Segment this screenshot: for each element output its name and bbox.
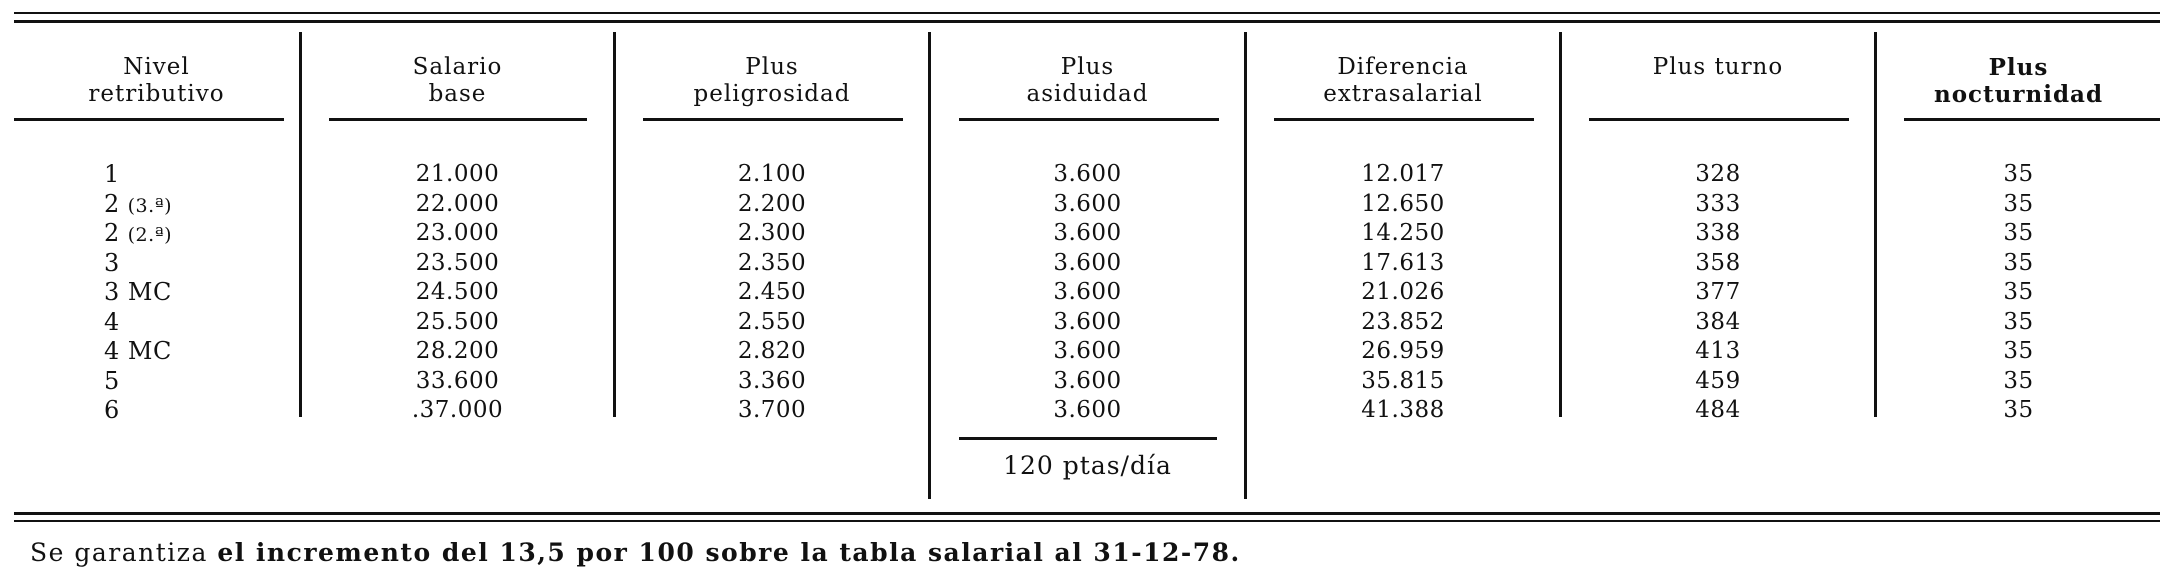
- table-cell: 25.500: [415, 308, 500, 335]
- level-sub: (3.ª): [127, 194, 173, 217]
- table-cell: 3.600: [1053, 161, 1122, 187]
- header-line: Plus turno: [1652, 54, 1784, 80]
- table-cell: 3.360: [737, 367, 807, 394]
- column-plus-nocturnidad: [1877, 160, 2160, 426]
- table-cell: 23.500: [415, 249, 500, 276]
- header-line: nocturnidad: [1933, 81, 2104, 108]
- table-cell: 484: [1695, 397, 1741, 423]
- table-cell: [104, 249, 294, 279]
- level-value: 2: [104, 219, 120, 247]
- column-plus-asiduidad: [931, 160, 1244, 426]
- table-cell: 35: [2003, 367, 2034, 394]
- table-cell: [104, 278, 294, 308]
- table-cell: 35: [2003, 279, 2034, 305]
- table-cell: 2.450: [737, 279, 807, 305]
- asiduidad-total: 120 ptas/día: [1003, 451, 1172, 480]
- table-cell: 413: [1695, 338, 1741, 364]
- table-cell: 12.017: [1361, 161, 1445, 187]
- table-cell: 459: [1695, 367, 1741, 394]
- header-line: Plus: [1060, 54, 1115, 80]
- table-cell: 35: [2003, 308, 2034, 335]
- table-cell: 377: [1695, 279, 1741, 305]
- header-underline: [329, 118, 587, 121]
- header-line: base: [428, 81, 487, 107]
- table-cell: 41.388: [1361, 397, 1445, 423]
- header-line: Diferencia: [1337, 54, 1469, 80]
- level-value: 2: [104, 189, 120, 218]
- table-cell: 358: [1695, 249, 1741, 276]
- header-line: peligrosidad: [693, 81, 851, 107]
- header-plus-nocturnidad: [1877, 54, 2160, 108]
- header-nivel-retributivo: [14, 54, 299, 108]
- table-cell: 2.300: [737, 220, 807, 246]
- table-cell: 23.852: [1361, 308, 1445, 335]
- table-cell: 3.700: [737, 397, 807, 423]
- table-cell: 333: [1695, 190, 1741, 217]
- header-line: asiduidad: [1026, 81, 1149, 107]
- header-diferencia-extrasalarial: [1247, 54, 1559, 108]
- table-cell: 22.000: [415, 190, 500, 217]
- header-underline: [1904, 118, 2160, 121]
- bottom-rule-thick: [14, 512, 2160, 515]
- table-cell: 2.550: [737, 308, 807, 335]
- table-cell: [104, 308, 294, 338]
- footnote: [30, 538, 1241, 567]
- header-plus-asiduidad: [931, 54, 1244, 108]
- table-cell: 35: [2003, 220, 2034, 246]
- table-cell: .37.000: [411, 397, 504, 423]
- header-line: retributivo: [88, 81, 225, 107]
- header-plus-peligrosidad: [616, 54, 928, 108]
- header-line: Plus: [1988, 54, 2049, 81]
- level-value: 4 MC: [104, 337, 172, 365]
- column-diferencia-extrasalarial: [1247, 160, 1559, 426]
- table-cell: 3.600: [1053, 190, 1122, 217]
- table-cell: 23.000: [415, 220, 500, 246]
- table-cell: [104, 190, 294, 220]
- column-salario-base: [302, 160, 613, 426]
- table-cell: 3.600: [1053, 279, 1122, 305]
- table-cell: 328: [1695, 161, 1741, 187]
- table-cell: 21.026: [1361, 279, 1445, 305]
- table-cell: 3.600: [1053, 367, 1122, 394]
- header-salario-base: [302, 54, 613, 108]
- table-cell: 28.200: [415, 338, 500, 364]
- table-cell: 14.250: [1361, 220, 1445, 246]
- table-cell: 24.500: [415, 279, 500, 305]
- level-value: 3 MC: [104, 278, 172, 306]
- header-underline: [1589, 118, 1849, 121]
- table-cell: 2.100: [737, 161, 807, 187]
- table-cell: 3.600: [1053, 220, 1122, 246]
- level-value: 6: [104, 396, 120, 424]
- header-line: extrasalarial: [1323, 81, 1483, 107]
- level-sub: (2.ª): [127, 224, 173, 246]
- table-cell: 35: [2003, 161, 2034, 187]
- header-plus-turno: [1562, 54, 1874, 81]
- table-cell: 2.200: [737, 190, 807, 217]
- top-rule-thick: [14, 20, 2160, 23]
- column-plus-peligrosidad: [616, 160, 928, 426]
- table-cell: 338: [1695, 220, 1741, 246]
- level-value: 1: [104, 160, 120, 188]
- table-cell: 35.815: [1361, 367, 1445, 394]
- level-value: 4: [104, 307, 120, 336]
- table-cell: 3.600: [1053, 249, 1122, 276]
- table-cell: 2.350: [737, 249, 807, 276]
- footnote-text: Se garantiza: [30, 538, 218, 567]
- header-line: Plus: [745, 54, 799, 80]
- header-line: Salario: [412, 54, 503, 80]
- table-cell: [104, 219, 294, 249]
- table-cell: [104, 367, 294, 397]
- table-cell: [104, 396, 294, 426]
- table-cell: 17.613: [1361, 249, 1445, 276]
- table-cell: [104, 160, 294, 190]
- table-cell: 12.650: [1361, 190, 1445, 217]
- header-underline: [959, 118, 1219, 121]
- column-nivel: [104, 160, 294, 426]
- table-cell: 35: [2003, 190, 2034, 217]
- table-cell: 3.600: [1053, 397, 1122, 423]
- table-cell: 3.600: [1053, 308, 1122, 335]
- level-value: 5: [104, 366, 120, 395]
- table-cell: 35: [2003, 249, 2034, 276]
- header-line: Nivel: [123, 54, 190, 80]
- table-cell: 33.600: [415, 367, 500, 394]
- column-plus-turno: [1562, 160, 1874, 426]
- top-rule-thin: [14, 12, 2160, 14]
- table-cell: [104, 337, 294, 367]
- table-cell: 3.600: [1053, 338, 1122, 364]
- total-rule: [959, 437, 1217, 440]
- table-cell: 35: [2003, 397, 2034, 423]
- table-cell: 26.959: [1361, 338, 1445, 364]
- level-value: 3: [104, 248, 120, 277]
- table-cell: 21.000: [415, 161, 500, 187]
- header-underline: [1274, 118, 1534, 121]
- footnote-text-bold: el incremento del 13,5 por 100 sobre la tabla salarial al 31-12-78.: [217, 538, 1241, 567]
- header-underline: [643, 118, 903, 121]
- bottom-rule-thin: [14, 520, 2160, 522]
- table-cell: 384: [1695, 308, 1741, 335]
- header-underline: [14, 118, 284, 121]
- table-cell: 2.820: [737, 338, 807, 364]
- table-cell: 35: [2003, 338, 2034, 364]
